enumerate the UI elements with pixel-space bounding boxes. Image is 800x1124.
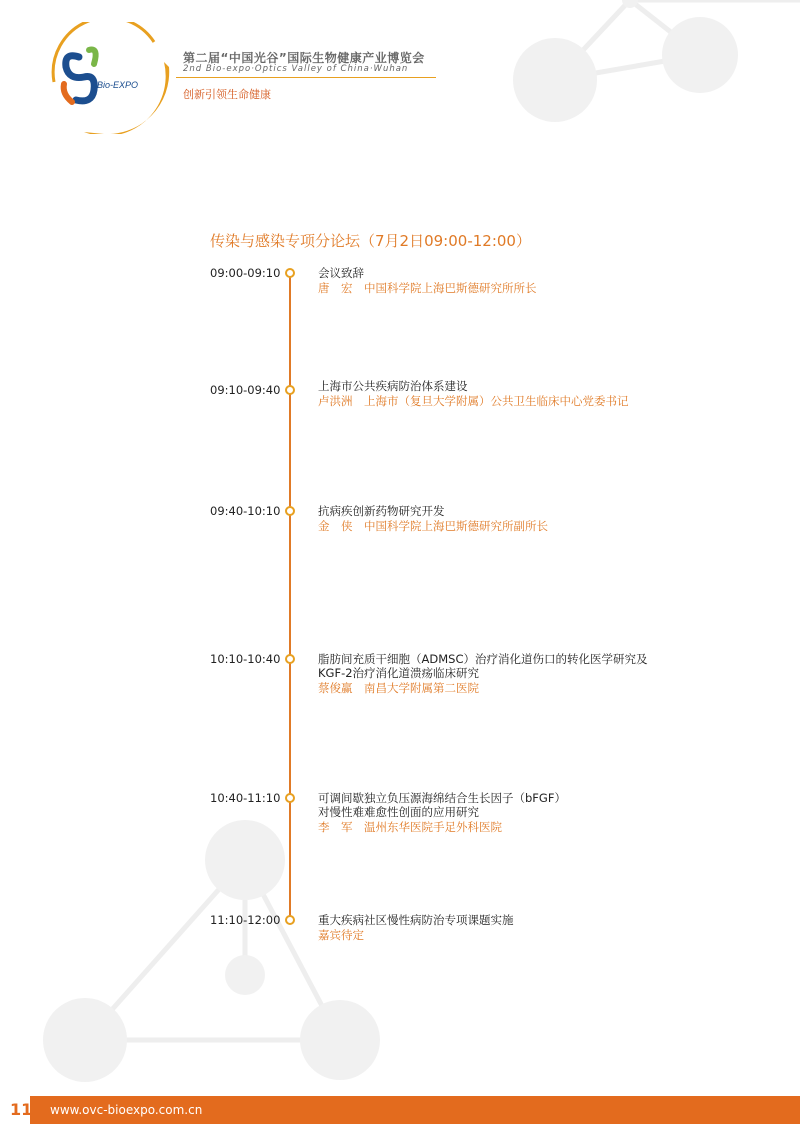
expo-title: 第二届“中国光谷”国际生物健康产业博览会 <box>183 51 425 65</box>
timeline-line <box>289 272 291 922</box>
session-time: 11:10-12:00 <box>210 913 281 927</box>
footer-url[interactable]: www.ovc-bioexpo.com.cn <box>50 1103 203 1117</box>
session-item <box>318 791 573 835</box>
expo-slogan: 创新引领生命健康 <box>183 88 271 101</box>
session-speaker: 唐 宏 中国科学院上海巴斯德研究所所长 <box>318 281 537 295</box>
session-time: 09:00-09:10 <box>210 266 281 280</box>
session-time: 09:10-09:40 <box>210 383 281 397</box>
bio-expo-logo <box>44 22 174 134</box>
session-item <box>318 913 688 943</box>
session-speaker: 李 军 温州东华医院手足外科医院 <box>318 820 502 834</box>
session-topic: 会议致辞 <box>318 266 364 280</box>
session-time: 09:40-10:10 <box>210 504 281 518</box>
session-item <box>318 266 688 296</box>
session-item <box>318 379 688 409</box>
timeline-dot <box>285 915 295 925</box>
session-item <box>318 652 653 696</box>
session-item <box>318 504 688 534</box>
session-topic: 可调间歇独立负压源海绵结合生长因子（bFGF）对慢性难难愈性创面的应用研究 <box>318 791 566 819</box>
timeline-dot <box>285 793 295 803</box>
session-topic: 抗病疾创新药物研究开发 <box>318 504 445 518</box>
forum-title: 传染与感染专项分论坛（7月2日09:00-12:00） <box>210 232 531 250</box>
timeline-dot <box>285 654 295 664</box>
session-topic: 上海市公共疾病防治体系建设 <box>318 379 468 393</box>
session-speaker: 金 侠 中国科学院上海巴斯德研究所副所长 <box>318 519 548 533</box>
session-topic: 重大疾病社区慢性病防治专项课题实施 <box>318 913 514 927</box>
session-time: 10:40-11:10 <box>210 791 281 805</box>
session-speaker: 卢洪洲 上海市（复旦大学附属）公共卫生临床中心党委书记 <box>318 394 629 408</box>
timeline-dot <box>285 268 295 278</box>
timeline-dot <box>285 385 295 395</box>
header-divider <box>176 77 436 78</box>
timeline-dot <box>285 506 295 516</box>
expo-subtitle: 2nd Bio-expo·Optics Valley of China·Wuhan <box>183 64 409 74</box>
page-number: 11 <box>10 1100 33 1119</box>
session-speaker: 蔡俊赢 南昌大学附属第二医院 <box>318 681 479 695</box>
logo-text: Bio-EXPO <box>97 80 139 90</box>
session-time: 10:10-10:40 <box>210 652 281 666</box>
session-topic: 脂肪间充质干细胞（ADMSC）治疗消化道伤口的转化医学研究及KGF-2治疗消化道溃疡临床研究 <box>318 652 648 680</box>
session-speaker: 嘉宾待定 <box>318 928 364 942</box>
